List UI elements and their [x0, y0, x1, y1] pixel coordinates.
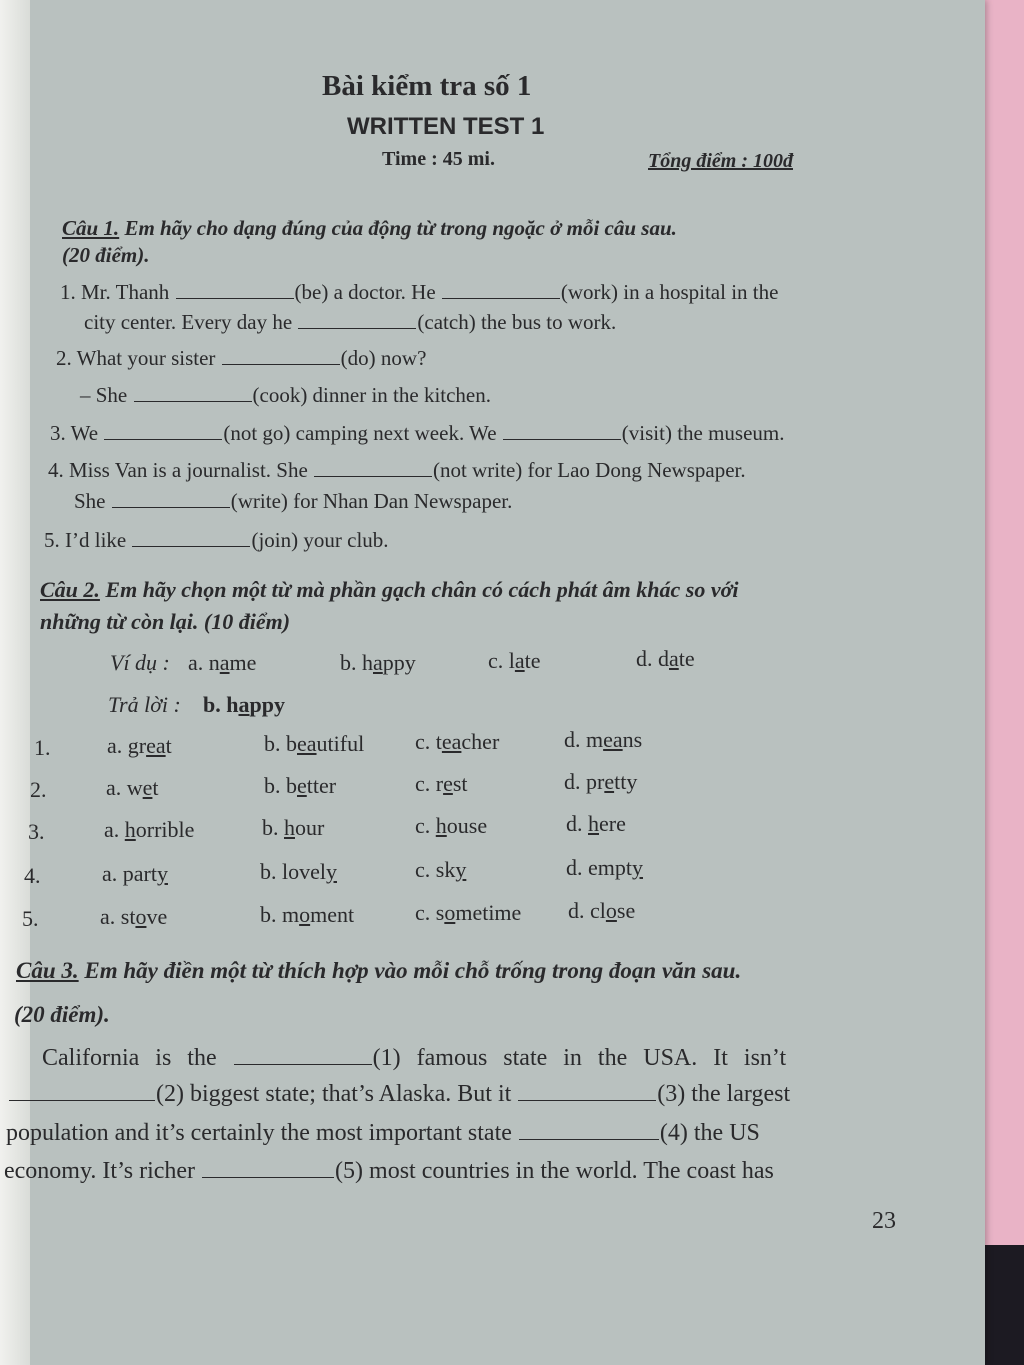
- word-option[interactable]: b. better: [264, 773, 337, 798]
- example-option-a: a. name: [188, 650, 257, 675]
- word-option[interactable]: a. wet: [106, 775, 159, 800]
- blank[interactable]: [314, 462, 432, 477]
- q2-line1: 2. What your sister (do) now?: [56, 346, 427, 370]
- blank[interactable]: [104, 425, 222, 440]
- section3-heading: [16, 958, 741, 984]
- title-vietnamese: Bài kiểm tra số 1: [322, 70, 532, 102]
- section1-instruction: Em hãy cho dạng đúng của động từ trong ngoặc ở mỗi câu sau.: [124, 216, 677, 240]
- section1-points: (20 điểm).: [62, 243, 150, 267]
- word-option[interactable]: d. empty: [566, 855, 643, 880]
- word-option[interactable]: d. pretty: [564, 769, 638, 794]
- blank[interactable]: [134, 387, 252, 402]
- row-number: 1.: [34, 735, 51, 760]
- word-option[interactable]: d. means: [564, 727, 643, 752]
- blank-4[interactable]: [519, 1125, 659, 1140]
- word-option[interactable]: b. beautiful: [264, 731, 365, 756]
- para-line4: economy. It’s richer (5) most countries in the world. The coast has: [4, 1158, 774, 1184]
- section2-label: Câu 2.: [40, 577, 100, 602]
- word-option[interactable]: b. hour: [262, 815, 325, 840]
- section2-instruction: Em hãy chọn một từ mà phần gạch chân có cách phát âm khác so với: [105, 577, 739, 602]
- q2-line2: – She (cook) dinner in the kitchen.: [80, 383, 492, 407]
- para-line3: population and it’s certainly the most important state (4) the US: [6, 1120, 760, 1146]
- blank-5[interactable]: [202, 1163, 334, 1178]
- section2-instruction-2: những từ còn lại. (10 điểm): [40, 609, 291, 634]
- example-option-c: c. late: [488, 648, 541, 673]
- word-option[interactable]: c. teacher: [415, 729, 500, 754]
- section1-heading: [62, 216, 677, 241]
- q4-line1: 4. Miss Van is a journalist. She (not write) for Lao Dong Newspaper.: [48, 458, 746, 482]
- word-option[interactable]: c. sometime: [415, 900, 522, 925]
- section3-points: (20 điểm).: [14, 1002, 110, 1027]
- word-option[interactable]: a. party: [102, 861, 168, 886]
- row-number: 2.: [30, 777, 47, 802]
- section3-label: Câu 3.: [16, 958, 79, 983]
- title-english: WRITTEN TEST 1: [347, 113, 545, 140]
- q1-line2: city center. Every day he (catch) the bus to work.: [84, 310, 617, 334]
- word-option[interactable]: d. here: [566, 811, 626, 836]
- answer-label: Trả lời :: [108, 692, 181, 717]
- row-number: 5.: [22, 906, 39, 931]
- word-option[interactable]: a. great: [107, 733, 172, 758]
- page-number: 23: [872, 1208, 896, 1234]
- para-line1: California is the (1) famous state in the USA. It isn’t: [42, 1045, 787, 1071]
- word-option[interactable]: c. sky: [415, 857, 467, 882]
- q4-line2: She (write) for Nhan Dan Newspaper.: [74, 489, 513, 513]
- blank-3[interactable]: [518, 1086, 656, 1101]
- blank[interactable]: [176, 284, 294, 299]
- word-option[interactable]: c. house: [415, 813, 488, 838]
- q5-line1: 5. I’d like (join) your club.: [44, 528, 389, 552]
- example-label: Ví dụ :: [110, 650, 170, 675]
- q3-line1: 3. We (not go) camping next week. We (visit) the museum.: [50, 421, 785, 445]
- blank[interactable]: [132, 532, 250, 547]
- blank-2[interactable]: [9, 1086, 155, 1101]
- example-option-b: b. happy: [340, 650, 416, 675]
- word-option[interactable]: c. rest: [415, 771, 468, 796]
- section1-label: Câu 1.: [62, 216, 120, 240]
- blank[interactable]: [298, 314, 416, 329]
- para-line2: (2) biggest state; that’s Alaska. But it (3) the largest: [8, 1081, 790, 1108]
- blank[interactable]: [112, 493, 230, 508]
- total-score: Tổng điểm : 100đ: [648, 150, 793, 172]
- time-label: Time : 45 mi.: [382, 148, 495, 170]
- section3-instruction: Em hãy điền một từ thích hợp vào mỗi chỗ trống trong đoạn văn sau.: [84, 958, 742, 983]
- blank[interactable]: [503, 425, 621, 440]
- example-option-d: d. date: [636, 646, 695, 671]
- word-option[interactable]: a. horrible: [104, 817, 195, 842]
- blank[interactable]: [442, 284, 560, 299]
- row-number: 4.: [24, 863, 41, 888]
- section2-heading: [40, 577, 739, 603]
- answer-value: b. happy: [203, 692, 285, 717]
- word-option[interactable]: a. stove: [100, 904, 168, 929]
- blank-1[interactable]: [234, 1050, 372, 1065]
- word-option[interactable]: b. moment: [260, 902, 355, 927]
- blank[interactable]: [222, 350, 340, 365]
- row-number: 3.: [28, 819, 45, 844]
- q1-line1: 1. Mr. Thanh (be) a doctor. He (work) in a hospital in the: [60, 280, 779, 304]
- word-option[interactable]: b. lovely: [260, 859, 337, 884]
- word-option[interactable]: d. close: [568, 898, 636, 923]
